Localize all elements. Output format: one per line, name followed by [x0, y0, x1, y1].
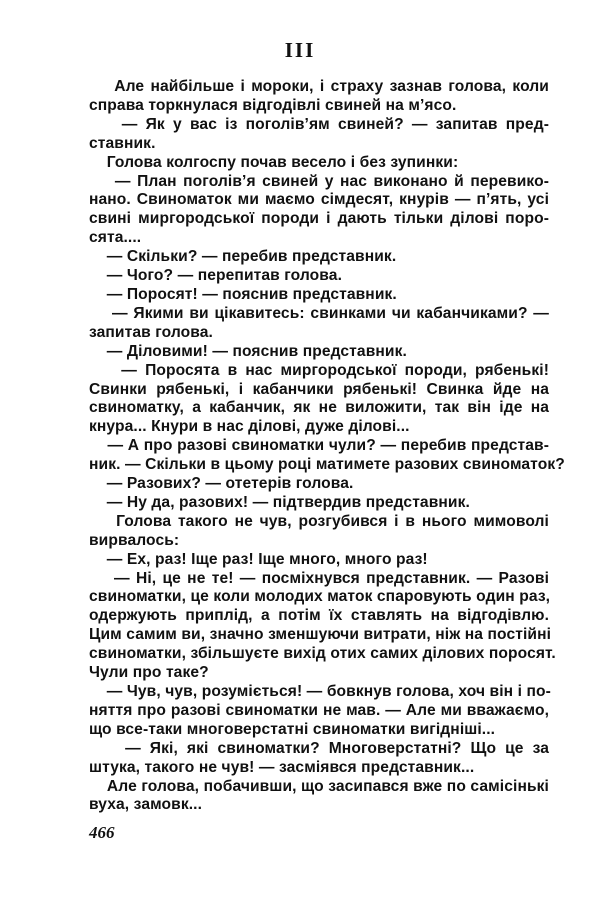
text-line: нано. Свиноматок ми маємо сімдесят, кнурів — п’ять, усі — [89, 191, 549, 209]
text-line: ставник. — [89, 134, 156, 152]
text-line: свиноматки, це коли молодих маток спаровують один раз, — [89, 588, 551, 606]
text-line: вуха, замовк... — [89, 796, 203, 814]
text-line: — Якими ви цікавитесь: свинками чи кабанчиками? — — [89, 304, 549, 322]
text-line: запитав голова. — [89, 323, 213, 341]
text-line: свині миргородської породи і дають тільки ділові поро- — [89, 210, 549, 228]
text-line: — Чув, чув, розуміється! — бовкнув голова, хоч він і по- — [89, 683, 551, 700]
text-line: — Ну да, разових! — підтвердив представник. — [89, 493, 470, 511]
body-text — [89, 78, 565, 815]
text-line: справа торкнулася відгодівлі свиней на м’ясо. — [89, 96, 457, 114]
text-line: Свинки рябенькі, і кабанчики рябенькі! Свинка йде на — [89, 380, 549, 398]
chapter-heading: III — [284, 38, 316, 62]
text-line: Цим самим ви, значно зменшуючи витрати, ніж на постійні — [89, 626, 552, 644]
text-line: Голова колгоспу почав весело і без зупинки: — [89, 153, 459, 171]
text-line: свиноматку, а кабанчик, як не виложити, так він іде на — [89, 399, 549, 417]
text-line: — Ех, раз! Іще раз! Іще много, много раз! — [89, 550, 428, 568]
text-line: — Чого? — перепитав голова. — [89, 267, 342, 285]
text-line: — Поросята в нас миргородської породи, рябенькі! — [89, 361, 549, 379]
text-line: ник. — Скільки в цьому році матимете разових свиноматок? — [89, 456, 565, 474]
text-line: — Разових? — отетерів голова. — [89, 475, 354, 493]
text-line: — Як у вас із поголів’ям свиней? — запитав пред- — [89, 115, 549, 133]
text-line: Чули про таке? — [89, 664, 209, 682]
text-line: — Поросят! — пояснив представник. — [89, 285, 397, 303]
text-line: — Діловими! — пояснив представник. — [89, 342, 407, 360]
text-line: сята.... — [89, 229, 142, 247]
text-line: Але голова, побачивши, що засипався вже по самісінькі — [89, 777, 549, 795]
text-line: — Які, які свиноматки? Многоверстатні? Що це за — [89, 739, 549, 757]
text-line: — Ні, це не те! — посміхнувся представник. — Разові — [89, 569, 549, 587]
text-line: вирвалось: — [89, 531, 180, 549]
text-line: Голова такого не чув, розгубився і в нього мимоволі — [89, 512, 549, 530]
text-line: свиноматки, збільшуєте вихід отих самих ділових поросят. — [89, 645, 556, 663]
text-line: — План поголів’я свиней у нас виконано й перевико- — [89, 172, 549, 190]
text-line: штука, такого не чув! — засміявся представник... — [89, 758, 475, 776]
text-line: — А про разові свиноматки чули? — перебив представ- — [89, 437, 549, 455]
text-line: одержують приплід, а потім їх ставлять на відгодівлю. — [89, 607, 549, 625]
text-line: кнура... Кнури в нас ділові, дуже ділові... — [89, 418, 410, 436]
text-line: що все-таки многоверстатні свиноматки вигідніші... — [89, 720, 496, 738]
text-line: Але найбільше і мороки, і страху зазнав голова, коли — [89, 78, 549, 95]
text-line: няття про разові свиноматки не мав. — Але ми вважаємо, — [89, 701, 549, 719]
text-line: — Скільки? — перебив представник. — [89, 248, 397, 266]
page-number: 466 — [89, 823, 115, 842]
